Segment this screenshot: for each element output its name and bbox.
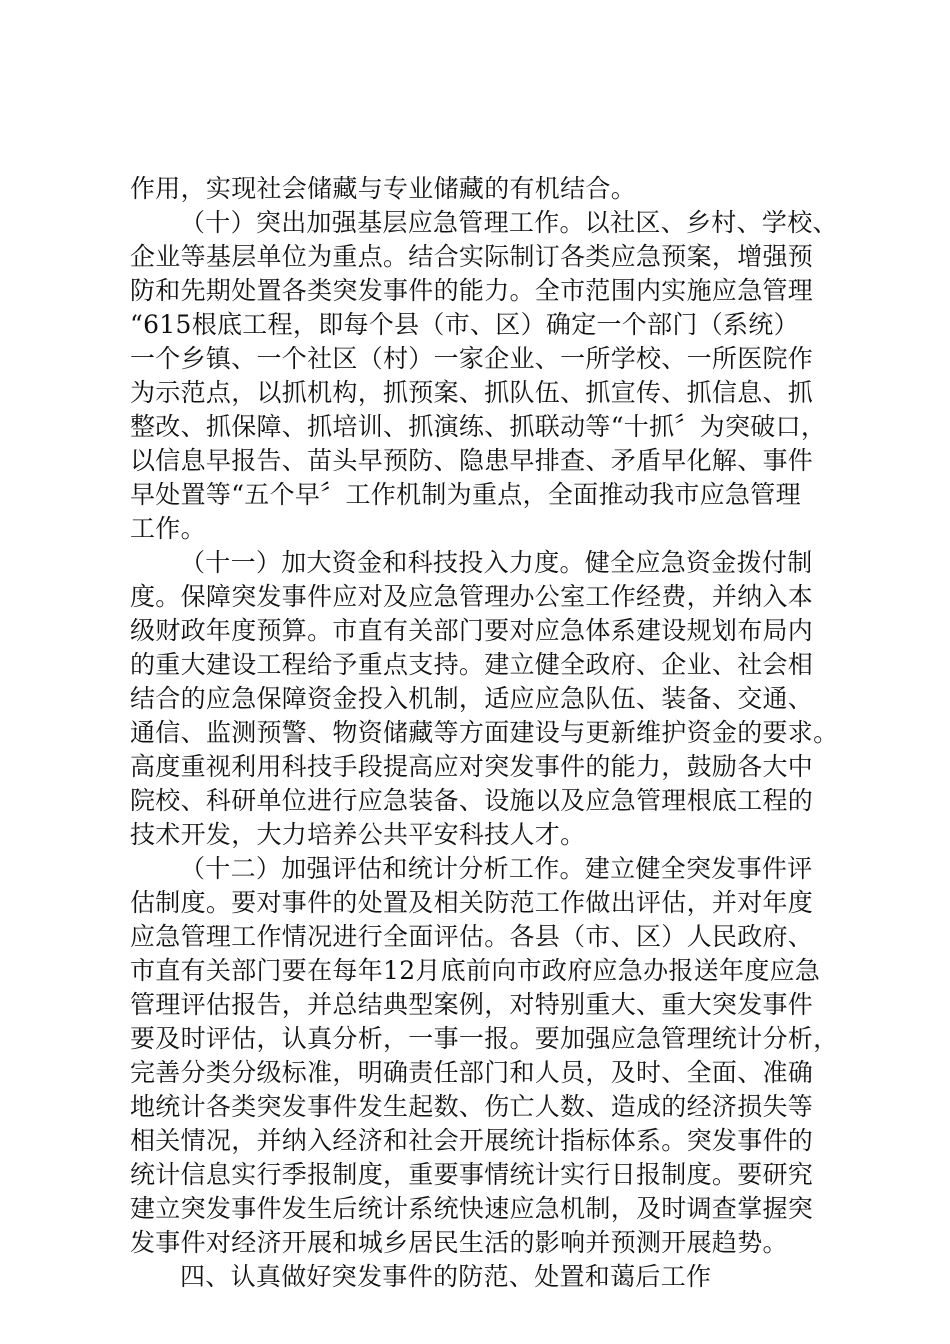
text-line: 建立突发事件发生后统计系统快速应急机制，及时调查掌握突 <box>130 1194 814 1223</box>
text-line: 市直有关部门要在每年12月底前向市政府应急办报送年度应急 <box>130 956 821 985</box>
text-line: 一个乡镇、一个社区（村）一家企业、一所学校、一所医院作 <box>130 344 814 373</box>
text-line: 要及时评估，认真分析，一事一报。要加强应急管理统计分析， <box>130 1024 839 1053</box>
text-line: 防和先期处置各类突发事件的能力。全市范围内实施应急管理 <box>130 276 814 305</box>
text-line: 管理评估报告，并总结典型案例，对特别重大、重大突发事件 <box>130 990 814 1019</box>
text-line: 作用，实现社会储藏与专业储藏的有机结合。 <box>130 174 637 203</box>
text-line: 早处置等“五个早〞工作机制为重点，全面推动我市应急管理 <box>130 480 801 509</box>
text-line: （十二）加强评估和统计分析工作。建立健全突发事件评 <box>180 854 813 883</box>
text-line: 技术开发，大力培养公共平安科技人才。 <box>130 820 586 849</box>
text-line: 为示范点，以抓机构，抓预案、抓队伍、抓宣传、抓信息、抓 <box>130 378 814 407</box>
text-line: 发事件对经济开展和城乡居民生活的影响并预测开展趋势。 <box>130 1228 788 1257</box>
text-line: 相关情况，并纳入经济和社会开展统计指标体系。突发事件的 <box>130 1126 814 1155</box>
text-line: 工作。 <box>130 514 206 543</box>
text-line: 估制度。要对事件的处置及相关防范工作做出评估，并对年度 <box>130 888 814 917</box>
text-line: 统计信息实行季报制度，重要事情统计实行日报制度。要研究 <box>130 1160 814 1189</box>
text-line: （十）突出加强基层应急管理工作。以社区、乡村、学校、 <box>180 208 838 237</box>
text-line: 院校、科研单位进行应急装备、设施以及应急管理根底工程的 <box>130 786 814 815</box>
section-heading: 四、认真做好突发事件的防范、处置和蔼后工作 <box>180 1262 712 1291</box>
text-line: 企业等基层单位为重点。结合实际制订各类应急预案，增强预 <box>130 242 814 271</box>
text-line: 结合的应急保障资金投入机制，适应应急队伍、装备、交通、 <box>130 684 814 713</box>
text-line: 的重大建设工程给予重点支持。建立健全政府、企业、社会相 <box>130 650 814 679</box>
text-line: 地统计各类突发事件发生起数、伤亡人数、造成的经济损失等 <box>130 1092 814 1121</box>
text-line: （十一）加大资金和科技投入力度。健全应急资金拨付制 <box>180 548 813 577</box>
text-line: 通信、监测预警、物资储藏等方面建设与更新维护资金的要求。 <box>130 718 839 747</box>
text-line: 完善分类分级标准，明确责任部门和人员，及时、全面、准确 <box>130 1058 814 1087</box>
text-line: 度。保障突发事件应对及应急管理办公室工作经费，并纳入本 <box>130 582 814 611</box>
text-line: 应急管理工作情况进行全面评估。各县（市、区）人民政府、 <box>130 922 814 951</box>
text-line: “615根底工程，即每个县（市、区）确定一个部门（系统） <box>130 310 799 339</box>
text-line: 高度重视利用科技手段提高应对突发事件的能力，鼓励各大中 <box>130 752 814 781</box>
text-line: 以信息早报告、苗头早预防、隐患早排查、矛盾早化解、事件 <box>130 446 814 475</box>
text-line: 级财政年度预算。市直有关部门要对应急体系建设规划布局内 <box>130 616 814 645</box>
text-line: 整改、抓保障、抓培训、抓演练、抓联动等“十抓〞为突破口， <box>130 412 827 441</box>
